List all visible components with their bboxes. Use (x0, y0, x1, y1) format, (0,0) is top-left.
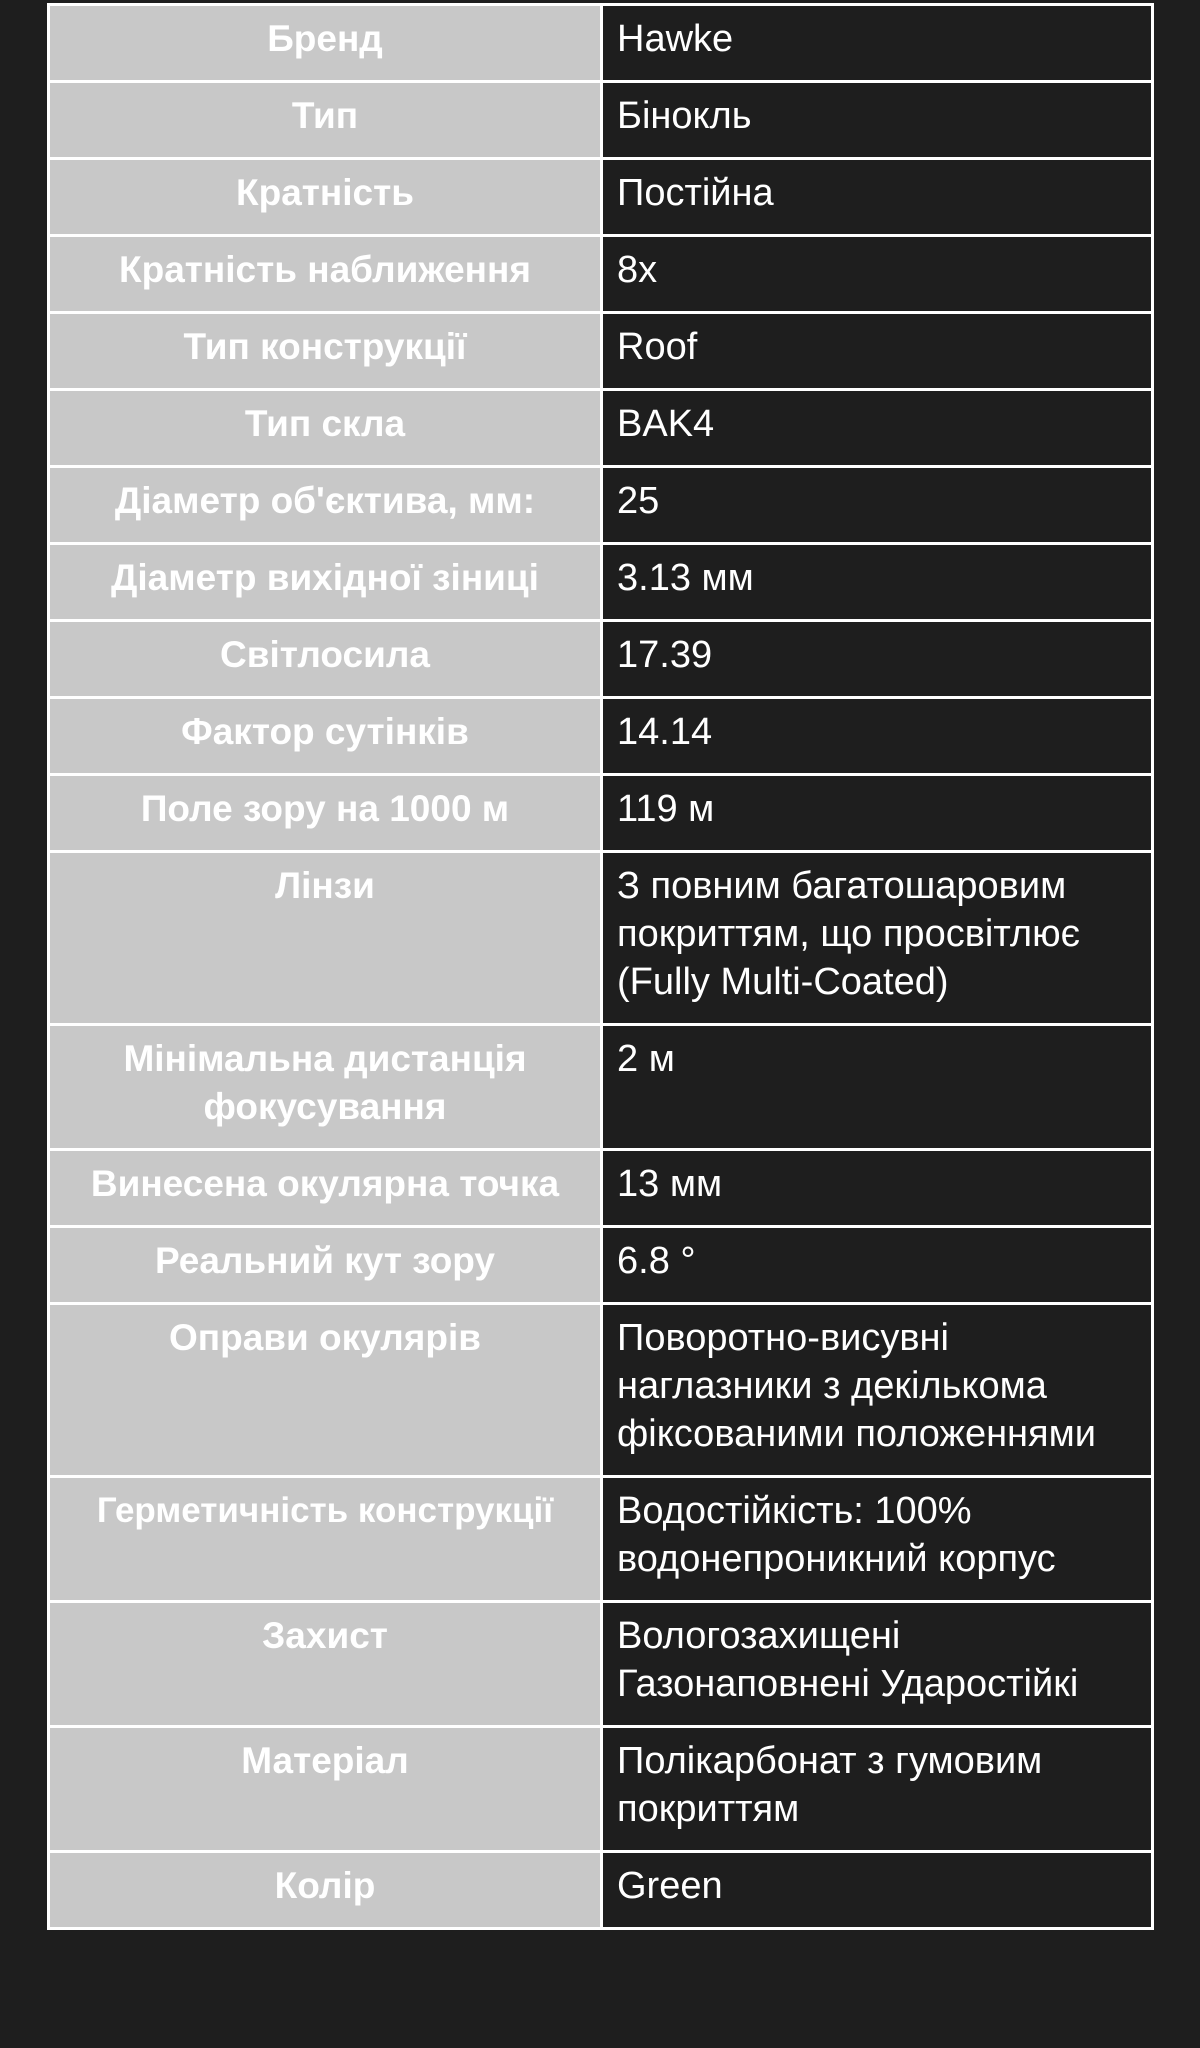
spec-row-color (49, 1852, 1153, 1929)
spec-value: 13 мм (602, 1150, 1153, 1227)
spec-row-objective-diameter (49, 467, 1153, 544)
spec-value: BAK4 (602, 390, 1153, 467)
spec-row-brand (49, 5, 1153, 82)
spec-row-min-focus-distance (49, 1025, 1153, 1150)
spec-value: Hawke (602, 5, 1153, 82)
spec-label: Винесена окулярна точка (49, 1150, 602, 1227)
spec-row-construction-type (49, 313, 1153, 390)
spec-value: 25 (602, 467, 1153, 544)
spec-row-twilight-factor (49, 698, 1153, 775)
spec-label: Тип скла (49, 390, 602, 467)
spec-label: Фактор сутінків (49, 698, 602, 775)
spec-row-eye-relief (49, 1150, 1153, 1227)
spec-value: 3.13 мм (602, 544, 1153, 621)
specifications-table (47, 3, 1154, 1930)
spec-value: Вологозахищені Газонаповнені Ударостійкі (602, 1602, 1153, 1727)
spec-row-magnification (49, 236, 1153, 313)
spec-label: Колір (49, 1852, 602, 1929)
spec-value: 6.8 ° (602, 1227, 1153, 1304)
spec-row-glass-type (49, 390, 1153, 467)
spec-value: Постійна (602, 159, 1153, 236)
spec-value: 17.39 (602, 621, 1153, 698)
spec-label: Кратність (49, 159, 602, 236)
spec-row-exit-pupil (49, 544, 1153, 621)
spec-label: Поле зору на 1000 м (49, 775, 602, 852)
spec-value: З повним багатошаровим покриттям, що просвітлює (Fully Multi-Coated) (602, 852, 1153, 1025)
spec-label: Матеріал (49, 1727, 602, 1852)
spec-value: Водостійкість: 100% водонепроникний корпус (602, 1477, 1153, 1602)
spec-row-real-angle-of-view (49, 1227, 1153, 1304)
spec-value: 8x (602, 236, 1153, 313)
spec-row-protection (49, 1602, 1153, 1727)
spec-label: Захист (49, 1602, 602, 1727)
spec-label: Бренд (49, 5, 602, 82)
spec-value: 2 м (602, 1025, 1153, 1150)
spec-row-eyecups (49, 1304, 1153, 1477)
spec-value: Green (602, 1852, 1153, 1929)
spec-label: Діаметр вихідної зіниці (49, 544, 602, 621)
spec-label: Тип конструкції (49, 313, 602, 390)
spec-row-brightness (49, 621, 1153, 698)
spec-row-material (49, 1727, 1153, 1852)
spec-row-field-of-view (49, 775, 1153, 852)
spec-value: Бінокль (602, 82, 1153, 159)
spec-row-type (49, 82, 1153, 159)
spec-label: Діаметр об'єктива, мм: (49, 467, 602, 544)
spec-row-lenses (49, 852, 1153, 1025)
spec-value: Roof (602, 313, 1153, 390)
spec-label: Лінзи (49, 852, 602, 1025)
spec-label: Світлосила (49, 621, 602, 698)
spec-label: Оправи окулярів (49, 1304, 602, 1477)
spec-label: Мінімальна дистанція фокусування (49, 1025, 602, 1150)
spec-row-magnification-kind (49, 159, 1153, 236)
spec-label: Тип (49, 82, 602, 159)
spec-value: 14.14 (602, 698, 1153, 775)
spec-label: Герметичність конструкції (49, 1477, 602, 1602)
spec-value: Полікарбонат з гумовим покриттям (602, 1727, 1153, 1852)
spec-label: Реальний кут зору (49, 1227, 602, 1304)
spec-row-sealing (49, 1477, 1153, 1602)
spec-label: Кратність наближення (49, 236, 602, 313)
spec-value: 119 м (602, 775, 1153, 852)
spec-value: Поворотно-висувні наглазники з декількома фіксованими положеннями (602, 1304, 1153, 1477)
